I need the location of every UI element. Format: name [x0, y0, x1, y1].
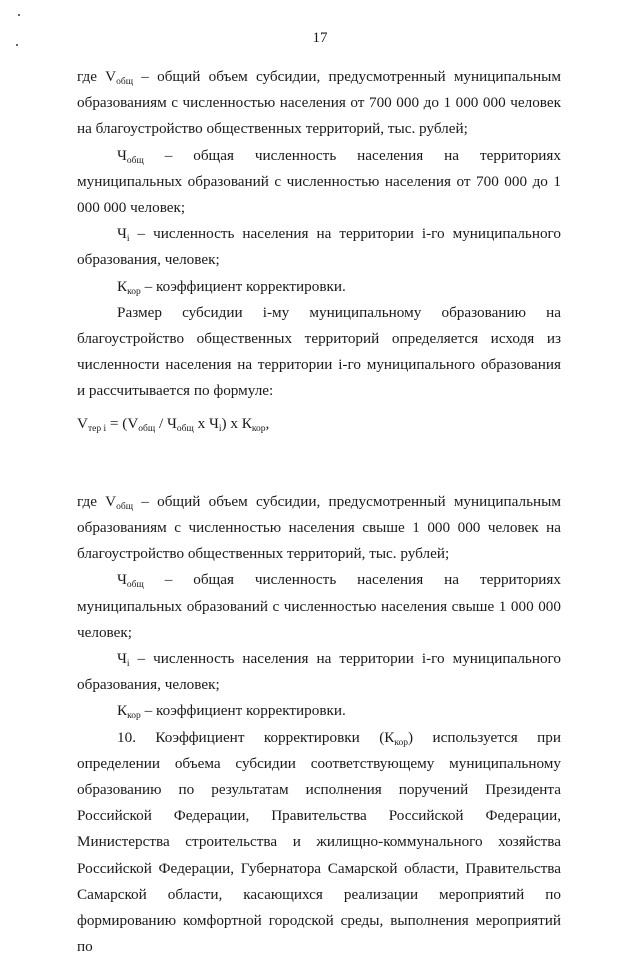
- formula: $V_{тер i} = (V_{общ} / Ч_{общ}$ х $Ч_i$) х $К_{кор}$,: [77, 414, 270, 434]
- paragraph-vobsh-definition: где $V_{общ}$ – общий объем субсидии, предусмотренный муниципальным образованиям с численностью населения от 700 000 до 1 000 000 человек на благоустройство общественных территорий, тыс. рублей;: [77, 68, 561, 138]
- page-number: 17: [312, 30, 328, 46]
- paragraph-chobsh-definition: $Ч_{общ}$ – общая численность населения на территориях муниципальных образований с численностью населения от 700 000 до 1 000 000 человек;: [77, 146, 561, 217]
- paragraph-vobsh-definition-2: где $V_{общ}$ – общий объем субсидии, предусмотренный муниципальным образованиям с численностью населения свыше 1 000 000 человек на благоустройство общественных территорий, тыс. рублей;: [77, 492, 561, 563]
- document-body: [77, 64, 561, 961]
- paragraph-chi-definition-2: $Ч_i$ – численность населения на территории i-го муниципального образования, человек;: [77, 650, 561, 694]
- paragraph-chobsh-definition-2: $Ч_{общ}$ – общая численность населения на территориях муниципальных образований с численностью населения свыше 1 000 000 человек;: [77, 571, 561, 641]
- paragraph-item-10: 10. Коэффициент корректировки $(К_{кор})$ используется при определении объема субсидии соответствующему муниципальному образованию по результатам исполнения поручений Президента Российской Федерации, Правительства Российской Федерации, Министерства строительства и жилищно-коммунального хозяйства Российской Федерации, Губернатора Самарской области, Правительства Самарской области, касающихся реализации мероприятий по формированию комфортной городской среды, выполнения мероприятий по: [77, 728, 562, 956]
- paragraph-chi-definition: $Ч_i$ – численность населения на территории i-го муниципального образования, человек;: [77, 225, 561, 269]
- paragraph-kkor-definition: $К_{кор}$ – коэффициент корректировки.: [117, 277, 346, 297]
- paragraph-subsidy-size: Размер субсидии i-му муниципальному образованию на благоустройство общественных территорий определяется исходя из численности населения на территории i-го муниципального образования и рассчитывается по формуле:: [77, 303, 561, 400]
- paragraph-kkor-definition-2: $К_{кор}$ – коэффициент корректировки.: [117, 702, 346, 722]
- scan-speck: [18, 14, 20, 16]
